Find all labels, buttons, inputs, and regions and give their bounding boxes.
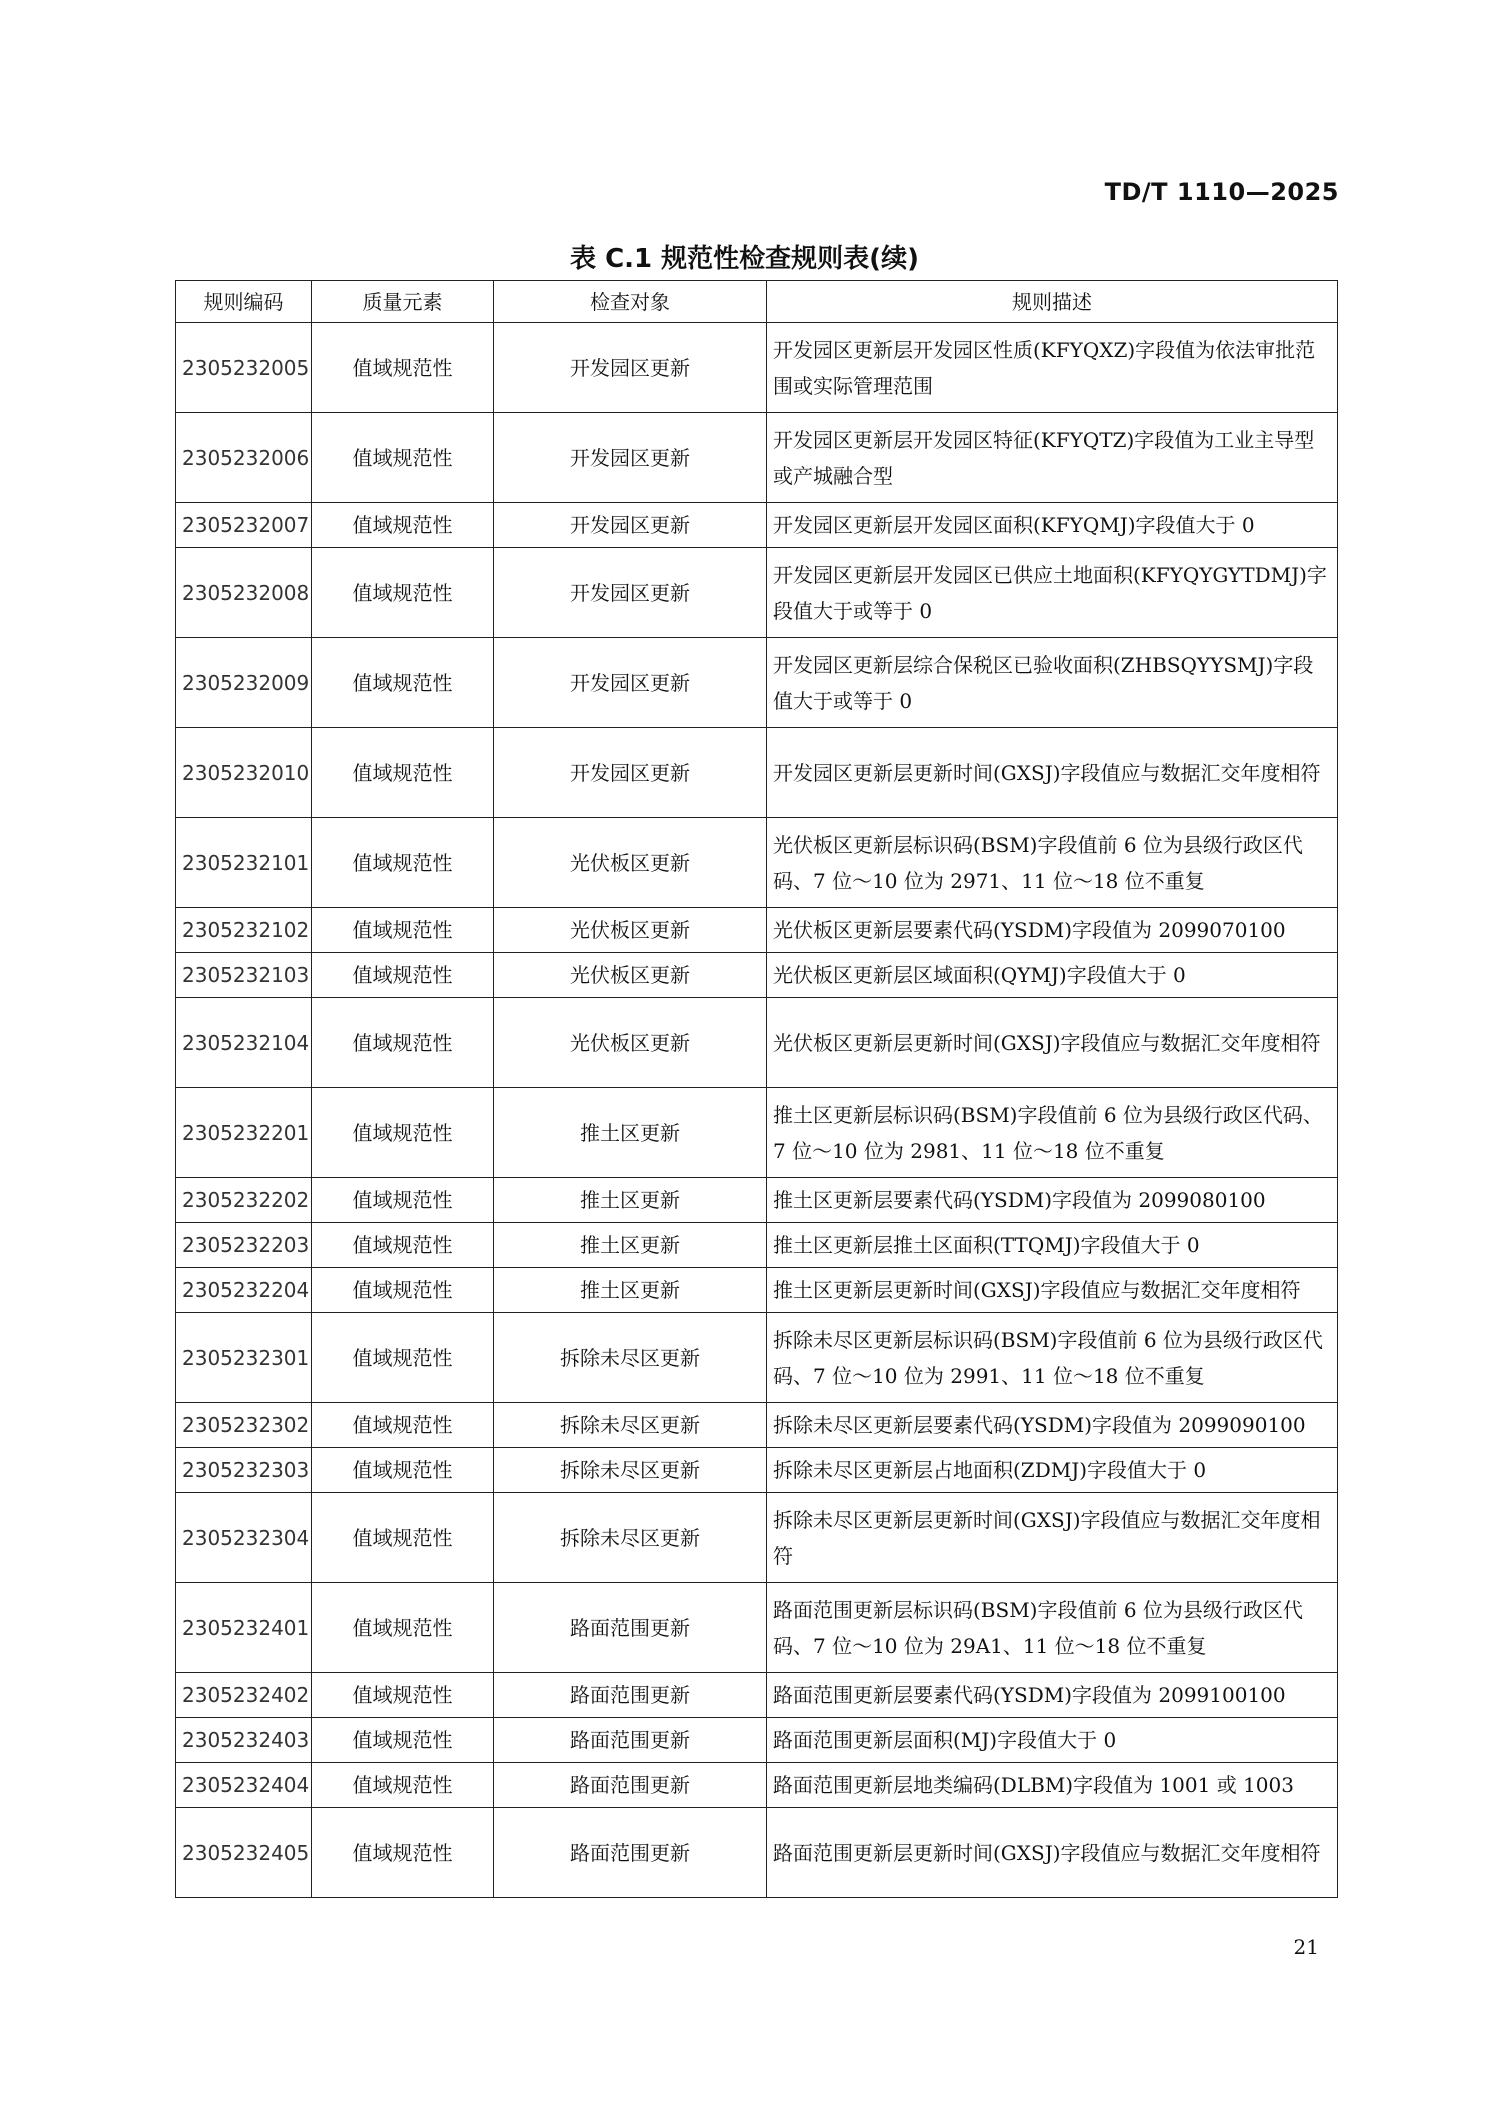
table-row [176,548,1338,638]
rule-code-cell: 2305232304 [176,1493,312,1583]
check-object-cell: 推土区更新 [494,1268,767,1313]
rule-code-cell: 2305232204 [176,1268,312,1313]
check-object-cell: 光伏板区更新 [494,998,767,1088]
column-header-description: 规则描述 [767,281,1338,323]
check-object-cell: 开发园区更新 [494,413,767,503]
quality-element-cell: 值域规范性 [312,638,494,728]
quality-element-cell: 值域规范性 [312,953,494,998]
table-title: 表 C.1 规范性检查规则表(续) [570,244,919,274]
rule-description-cell: 推土区更新层推土区面积(TTQMJ)字段值大于 0 [767,1223,1338,1268]
check-object-cell: 路面范围更新 [494,1583,767,1673]
rule-code-cell: 2305232403 [176,1718,312,1763]
page-number: 21 [1293,1935,1319,1959]
column-header-object: 检查对象 [494,281,767,323]
quality-element-cell: 值域规范性 [312,728,494,818]
quality-element-cell: 值域规范性 [312,1493,494,1583]
check-object-cell: 拆除未尽区更新 [494,1448,767,1493]
column-header-element: 质量元素 [312,281,494,323]
quality-element-cell: 值域规范性 [312,1178,494,1223]
rule-code-cell: 2305232009 [176,638,312,728]
table-row [176,1808,1338,1898]
table-row [176,1268,1338,1313]
table-row [176,728,1338,818]
table-body [176,323,1338,1898]
table-row [176,1583,1338,1673]
table-header-row [176,281,1338,323]
check-object-cell: 光伏板区更新 [494,908,767,953]
rule-description-cell: 推土区更新层标识码(BSM)字段值前 6 位为县级行政区代码、7 位～10 位为 2981、11 位～18 位不重复 [767,1088,1338,1178]
check-object-cell: 推土区更新 [494,1088,767,1178]
quality-element-cell: 值域规范性 [312,908,494,953]
check-object-cell: 推土区更新 [494,1178,767,1223]
rule-description-cell: 光伏板区更新层标识码(BSM)字段值前 6 位为县级行政区代码、7 位～10 位为 2971、11 位～18 位不重复 [767,818,1338,908]
table-row [176,818,1338,908]
table-row [176,638,1338,728]
check-object-cell: 路面范围更新 [494,1673,767,1718]
table-row [176,998,1338,1088]
rule-description-cell: 光伏板区更新层更新时间(GXSJ)字段值应与数据汇交年度相符 [767,998,1338,1088]
rule-code-cell: 2305232006 [176,413,312,503]
rules-table [175,280,1338,1898]
rule-code-cell: 2305232401 [176,1583,312,1673]
table-row [176,1088,1338,1178]
check-object-cell: 拆除未尽区更新 [494,1493,767,1583]
rule-code-cell: 2305232101 [176,818,312,908]
rule-description-cell: 推土区更新层要素代码(YSDM)字段值为 2099080100 [767,1178,1338,1223]
quality-element-cell: 值域规范性 [312,1808,494,1898]
rule-description-cell: 拆除未尽区更新层要素代码(YSDM)字段值为 2099090100 [767,1403,1338,1448]
rule-description-cell: 开发园区更新层开发园区特征(KFYQTZ)字段值为工业主导型或产城融合型 [767,413,1338,503]
check-object-cell: 开发园区更新 [494,548,767,638]
quality-element-cell: 值域规范性 [312,1583,494,1673]
rule-description-cell: 拆除未尽区更新层标识码(BSM)字段值前 6 位为县级行政区代码、7 位～10 位为 2991、11 位～18 位不重复 [767,1313,1338,1403]
table-row [176,1493,1338,1583]
table-row [176,1718,1338,1763]
rule-code-cell: 2305232008 [176,548,312,638]
quality-element-cell: 值域规范性 [312,1268,494,1313]
rule-description-cell: 拆除未尽区更新层占地面积(ZDMJ)字段值大于 0 [767,1448,1338,1493]
rule-description-cell: 路面范围更新层地类编码(DLBM)字段值为 1001 或 1003 [767,1763,1338,1808]
rule-code-cell: 2305232010 [176,728,312,818]
quality-element-cell: 值域规范性 [312,1718,494,1763]
check-object-cell: 拆除未尽区更新 [494,1313,767,1403]
check-object-cell: 光伏板区更新 [494,953,767,998]
quality-element-cell: 值域规范性 [312,1088,494,1178]
quality-element-cell: 值域规范性 [312,1448,494,1493]
table-row [176,503,1338,548]
rule-description-cell: 开发园区更新层更新时间(GXSJ)字段值应与数据汇交年度相符 [767,728,1338,818]
rule-description-cell: 拆除未尽区更新层更新时间(GXSJ)字段值应与数据汇交年度相符 [767,1493,1338,1583]
rule-description-cell: 开发园区更新层开发园区面积(KFYQMJ)字段值大于 0 [767,503,1338,548]
check-object-cell: 光伏板区更新 [494,818,767,908]
rule-code-cell: 2305232303 [176,1448,312,1493]
rule-code-cell: 2305232404 [176,1763,312,1808]
rule-code-cell: 2305232405 [176,1808,312,1898]
quality-element-cell: 值域规范性 [312,818,494,908]
table-row [176,1673,1338,1718]
table-row [176,1403,1338,1448]
table-row [176,1223,1338,1268]
rule-code-cell: 2305232005 [176,323,312,413]
rule-code-cell: 2305232402 [176,1673,312,1718]
quality-element-cell: 值域规范性 [312,413,494,503]
rule-description-cell: 路面范围更新层更新时间(GXSJ)字段值应与数据汇交年度相符 [767,1808,1338,1898]
table-row [176,953,1338,998]
table-row [176,908,1338,953]
table-row [176,323,1338,413]
rule-description-cell: 推土区更新层更新时间(GXSJ)字段值应与数据汇交年度相符 [767,1268,1338,1313]
quality-element-cell: 值域规范性 [312,1313,494,1403]
quality-element-cell: 值域规范性 [312,998,494,1088]
rule-code-cell: 2305232201 [176,1088,312,1178]
rule-code-cell: 2305232202 [176,1178,312,1223]
document-code: TD/T 1110—2025 [1104,178,1339,206]
check-object-cell: 路面范围更新 [494,1718,767,1763]
rule-description-cell: 开发园区更新层开发园区性质(KFYQXZ)字段值为依法审批范围或实际管理范围 [767,323,1338,413]
table-row [176,1178,1338,1223]
check-object-cell: 开发园区更新 [494,638,767,728]
rule-code-cell: 2305232103 [176,953,312,998]
check-object-cell: 拆除未尽区更新 [494,1403,767,1448]
rule-description-cell: 路面范围更新层标识码(BSM)字段值前 6 位为县级行政区代码、7 位～10 位为 29A1、11 位～18 位不重复 [767,1583,1338,1673]
table-row [176,1763,1338,1808]
rule-description-cell: 开发园区更新层综合保税区已验收面积(ZHBSQYYSMJ)字段值大于或等于 0 [767,638,1338,728]
rule-code-cell: 2305232007 [176,503,312,548]
rule-description-cell: 路面范围更新层要素代码(YSDM)字段值为 2099100100 [767,1673,1338,1718]
rule-code-cell: 2305232203 [176,1223,312,1268]
column-header-code: 规则编码 [176,281,312,323]
table-row [176,1448,1338,1493]
table-row [176,413,1338,503]
check-object-cell: 开发园区更新 [494,323,767,413]
rule-description-cell: 路面范围更新层面积(MJ)字段值大于 0 [767,1718,1338,1763]
quality-element-cell: 值域规范性 [312,323,494,413]
check-object-cell: 开发园区更新 [494,503,767,548]
rule-code-cell: 2305232302 [176,1403,312,1448]
check-object-cell: 路面范围更新 [494,1808,767,1898]
rule-description-cell: 光伏板区更新层要素代码(YSDM)字段值为 2099070100 [767,908,1338,953]
quality-element-cell: 值域规范性 [312,503,494,548]
check-object-cell: 推土区更新 [494,1223,767,1268]
quality-element-cell: 值域规范性 [312,1763,494,1808]
rule-code-cell: 2305232104 [176,998,312,1088]
rule-description-cell: 开发园区更新层开发园区已供应土地面积(KFYQYGYTDMJ)字段值大于或等于 0 [767,548,1338,638]
quality-element-cell: 值域规范性 [312,1223,494,1268]
rule-code-cell: 2305232301 [176,1313,312,1403]
check-object-cell: 路面范围更新 [494,1763,767,1808]
quality-element-cell: 值域规范性 [312,548,494,638]
check-object-cell: 开发园区更新 [494,728,767,818]
rule-description-cell: 光伏板区更新层区域面积(QYMJ)字段值大于 0 [767,953,1338,998]
rule-code-cell: 2305232102 [176,908,312,953]
quality-element-cell: 值域规范性 [312,1403,494,1448]
table-row [176,1313,1338,1403]
quality-element-cell: 值域规范性 [312,1673,494,1718]
